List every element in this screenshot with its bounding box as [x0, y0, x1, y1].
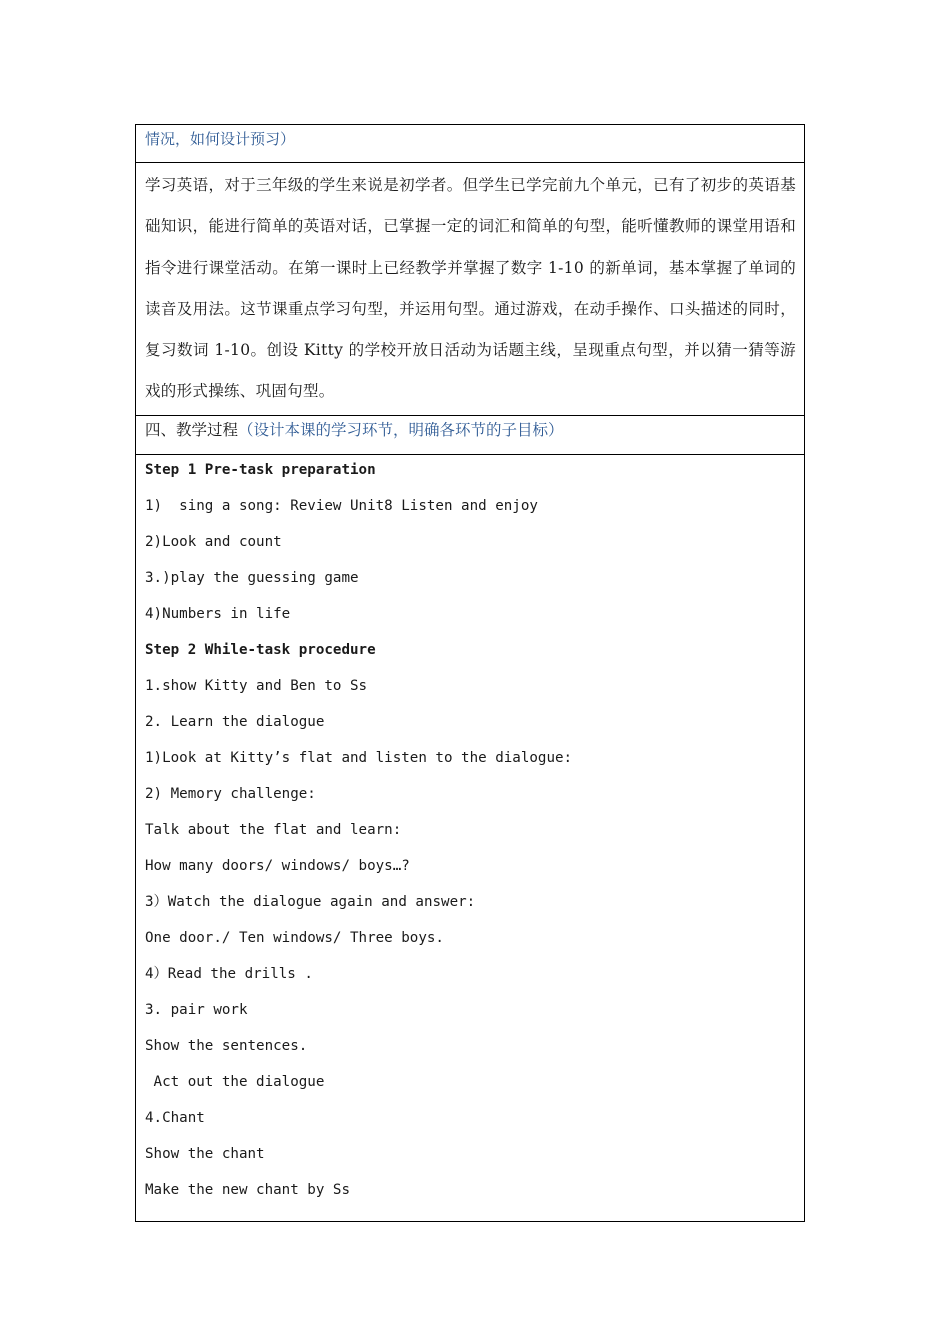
analysis-heading-row — [136, 125, 804, 163]
process-line: Show the sentences. — [145, 1037, 308, 1054]
step-heading: Step 2 While-task procedure — [145, 641, 376, 658]
teaching-process-heading-row — [136, 416, 804, 455]
student-analysis-row — [136, 163, 804, 416]
teaching-process-note: （设计本课的学习环节，明确各环节的子目标） — [238, 420, 564, 439]
teaching-process-body — [136, 455, 804, 1221]
process-line: 3. pair work — [145, 1001, 248, 1018]
process-line: Show the chant — [145, 1145, 265, 1162]
process-line: 2) Memory challenge: — [145, 785, 316, 802]
process-line: 3.)play the guessing game — [145, 569, 359, 586]
process-line: 1)Look at Kitty’s flat and listen to the dialogue: — [145, 749, 573, 766]
process-line: Talk about the flat and learn: — [145, 821, 402, 838]
lesson-plan-table — [135, 124, 805, 1222]
process-line: 1) sing a song: Review Unit8 Listen and enjoy — [145, 497, 538, 514]
process-line: One door./ Ten windows/ Three boys. — [145, 929, 444, 946]
process-line: 4)Numbers in life — [145, 605, 291, 622]
process-line: 4.Chant — [145, 1109, 205, 1126]
process-line: Make the new chant by Ss — [145, 1181, 350, 1198]
process-line: 3）Watch the dialogue again and answer: — [145, 893, 476, 910]
process-line: 1.show Kitty and Ben to Ss — [145, 677, 368, 694]
analysis-heading-continuation: 情况，如何设计预习） — [145, 130, 296, 148]
process-line: 4）Read the drills . — [145, 965, 313, 982]
step-heading: Step 1 Pre-task preparation — [145, 461, 376, 478]
process-line: 2)Look and count — [145, 533, 282, 550]
process-line: 2. Learn the dialogue — [145, 713, 325, 730]
teaching-process-title: 四、教学过程 — [145, 420, 239, 439]
process-line: Act out the dialogue — [145, 1073, 325, 1090]
process-line: How many doors/ windows/ boys…? — [145, 857, 410, 874]
student-analysis-paragraph: 学习英语，对于三年级的学生来说是初学者。但学生已学完前九个单元，已有了初步的英语基础知识，能进行简单的英语对话，已掌握一定的词汇和简单的句型，能听懂教师的课堂用语和指令进行课堂活动。在第一课时上已经教学并掌握了数字 1-10 的新单词，基本掌握了单词的读音及用法。这节课重点学习句型，并运用句型。通过游戏，在动手操作、口头描述的同时，复习数词 1-10。创设 Kitty 的学校开放日活动为话题主线，呈现重点句型，并以猜一猜等游戏的形式操练、巩固句型。 — [145, 176, 796, 401]
